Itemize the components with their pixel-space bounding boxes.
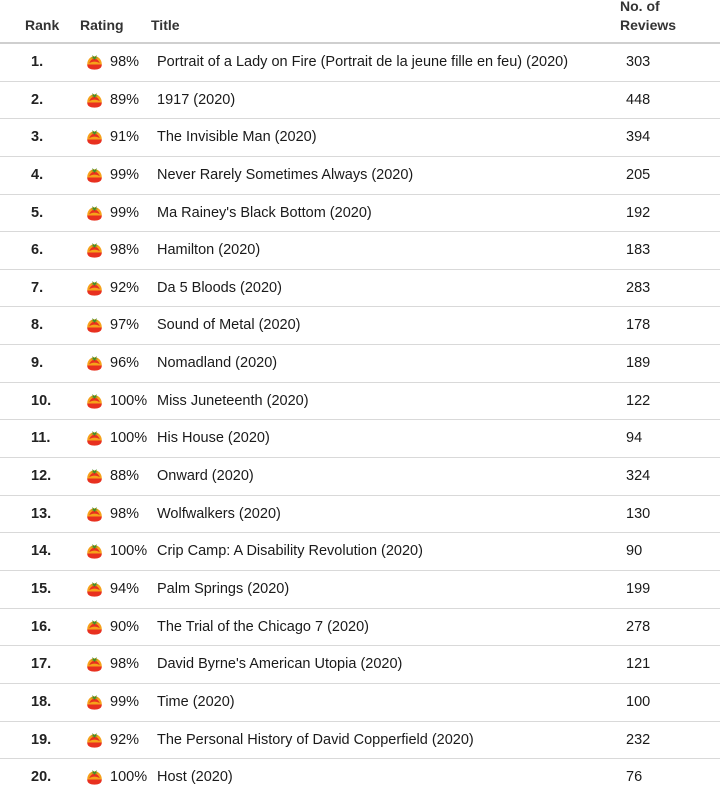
title-cell[interactable]: 1917 (2020) [157,91,236,108]
table-row[interactable] [0,383,720,421]
tomato-icon [86,355,103,371]
reviews-cell: 283 [626,279,651,296]
table-row[interactable] [0,609,720,647]
movie-table-body [0,44,720,797]
rank-cell: 1. [31,54,44,70]
rank-cell: 20. [31,769,52,786]
table-row[interactable] [0,232,720,270]
reviews-cell: 178 [626,317,651,334]
title-cell[interactable]: David Byrne's American Utopia (2020) [157,656,403,673]
table-row[interactable] [0,646,720,684]
reviews-cell: 76 [626,769,643,786]
reviews-cell: 278 [626,618,651,635]
tomato-icon [86,619,103,635]
rank-cell: 13. [31,505,52,522]
tomato-icon [86,656,103,672]
rating-cell: 100% [110,543,148,560]
title-cell[interactable]: Da 5 Bloods (2020) [157,279,282,296]
title-cell[interactable]: Never Rarely Sometimes Always (2020) [157,166,414,183]
tomato-icon [86,317,103,333]
header-rating[interactable]: Rating [80,17,124,33]
title-cell[interactable]: Onward (2020) [157,468,254,485]
tomato-icon [86,92,103,108]
rating-cell: 88% [110,468,140,485]
reviews-cell: 100 [626,693,651,710]
title-cell[interactable]: Crip Camp: A Disability Revolution (2020) [157,543,423,560]
rank-cell: 14. [31,543,52,560]
table-row[interactable] [0,119,720,157]
rating-cell: 100% [110,430,148,447]
rating-cell: 96% [110,355,140,372]
rank-cell: 16. [31,618,52,635]
title-cell[interactable]: Portrait of a Lady on Fire (Portrait de la jeune fille en feu) (2020) [157,54,569,70]
rank-cell: 6. [31,242,44,259]
table-row[interactable] [0,82,720,120]
rank-cell: 2. [31,91,44,108]
reviews-cell: 183 [626,242,651,259]
rating-cell: 94% [110,580,140,597]
reviews-cell: 192 [626,204,651,221]
reviews-cell: 324 [626,468,651,485]
table-row[interactable] [0,420,720,458]
table-row[interactable] [0,345,720,383]
tomato-icon [86,769,103,785]
reviews-cell: 121 [626,656,651,673]
rating-cell: 92% [110,279,140,296]
table-row[interactable] [0,195,720,233]
table-row[interactable] [0,496,720,534]
tomato-icon [86,506,103,522]
rating-cell: 100% [110,769,148,786]
title-cell[interactable]: Time (2020) [157,693,235,710]
title-cell[interactable]: Nomadland (2020) [157,355,278,372]
rating-cell: 89% [110,91,140,108]
reviews-cell: 130 [626,505,651,522]
reviews-cell: 394 [626,129,651,146]
tomato-icon [86,543,103,559]
table-row[interactable] [0,270,720,308]
rank-cell: 17. [31,656,52,673]
reviews-cell: 303 [626,54,651,70]
title-cell[interactable]: His House (2020) [157,430,270,447]
reviews-cell: 448 [626,91,651,108]
reviews-cell: 199 [626,580,651,597]
tomato-icon [86,280,103,296]
tomato-icon [86,393,103,409]
tomato-icon [86,205,103,221]
rank-cell: 19. [31,731,52,748]
tomato-icon [86,54,103,70]
rating-cell: 98% [110,656,140,673]
reviews-cell: 90 [626,543,643,560]
reviews-cell: 94 [626,430,643,447]
tomato-icon [86,129,103,145]
rank-cell: 8. [31,317,44,334]
rating-cell: 98% [110,242,140,259]
reviews-cell: 205 [626,166,651,183]
rank-cell: 12. [31,468,52,485]
rating-cell: 100% [110,392,148,409]
header-reviews-line1: No. of [620,0,660,14]
rank-cell: 11. [31,430,51,447]
title-cell[interactable]: Host (2020) [157,769,233,786]
rank-cell: 10. [31,392,52,409]
rating-cell: 99% [110,166,140,183]
table-row[interactable] [0,44,720,82]
header-reviews-line2: Reviews [620,17,677,33]
rating-cell: 99% [110,693,140,710]
table-row[interactable] [0,533,720,571]
tomato-icon [86,694,103,710]
title-cell[interactable]: Hamilton (2020) [157,242,261,259]
reviews-cell: 232 [626,731,651,748]
title-cell[interactable]: Ma Rainey's Black Bottom (2020) [157,204,372,221]
rank-cell: 7. [31,279,44,296]
title-cell[interactable]: Wolfwalkers (2020) [157,505,281,522]
title-cell[interactable]: Palm Springs (2020) [157,580,290,597]
table-row[interactable] [0,307,720,345]
tomato-icon [86,732,103,748]
rank-cell: 15. [31,580,52,597]
reviews-cell: 189 [626,355,651,372]
title-cell[interactable]: Miss Juneteenth (2020) [157,392,309,409]
rank-cell: 9. [31,355,44,372]
rank-cell: 3. [31,129,44,146]
rating-cell: 91% [110,129,140,146]
rank-cell: 5. [31,204,44,221]
table-row[interactable] [0,684,720,722]
title-cell[interactable]: The Trial of the Chicago 7 (2020) [157,618,369,635]
table-row[interactable] [0,458,720,496]
rating-cell: 98% [110,505,140,522]
title-cell[interactable]: Sound of Metal (2020) [157,317,301,334]
rating-cell: 99% [110,204,140,221]
title-cell[interactable]: The Personal History of David Copperfield (2020) [157,731,474,748]
rank-cell: 4. [31,166,44,183]
table-row[interactable] [0,157,720,195]
tomato-icon [86,430,103,446]
table-row[interactable] [0,571,720,609]
tomato-icon [86,242,103,258]
tomato-icon [86,468,103,484]
tomato-icon [86,167,103,183]
rank-cell: 18. [31,693,52,710]
rating-cell: 90% [110,618,140,635]
table-row[interactable] [0,759,720,797]
rating-cell: 92% [110,731,140,748]
table-header [0,0,720,44]
tomato-icon [86,581,103,597]
header-title[interactable]: Title [151,17,180,33]
rating-cell: 98% [110,54,140,70]
reviews-cell: 122 [626,392,651,409]
header-reviews[interactable] [620,0,700,35]
rating-cell: 97% [110,317,140,334]
table-row[interactable] [0,722,720,760]
title-cell[interactable]: The Invisible Man (2020) [157,129,317,146]
header-rank[interactable]: Rank [25,17,60,33]
